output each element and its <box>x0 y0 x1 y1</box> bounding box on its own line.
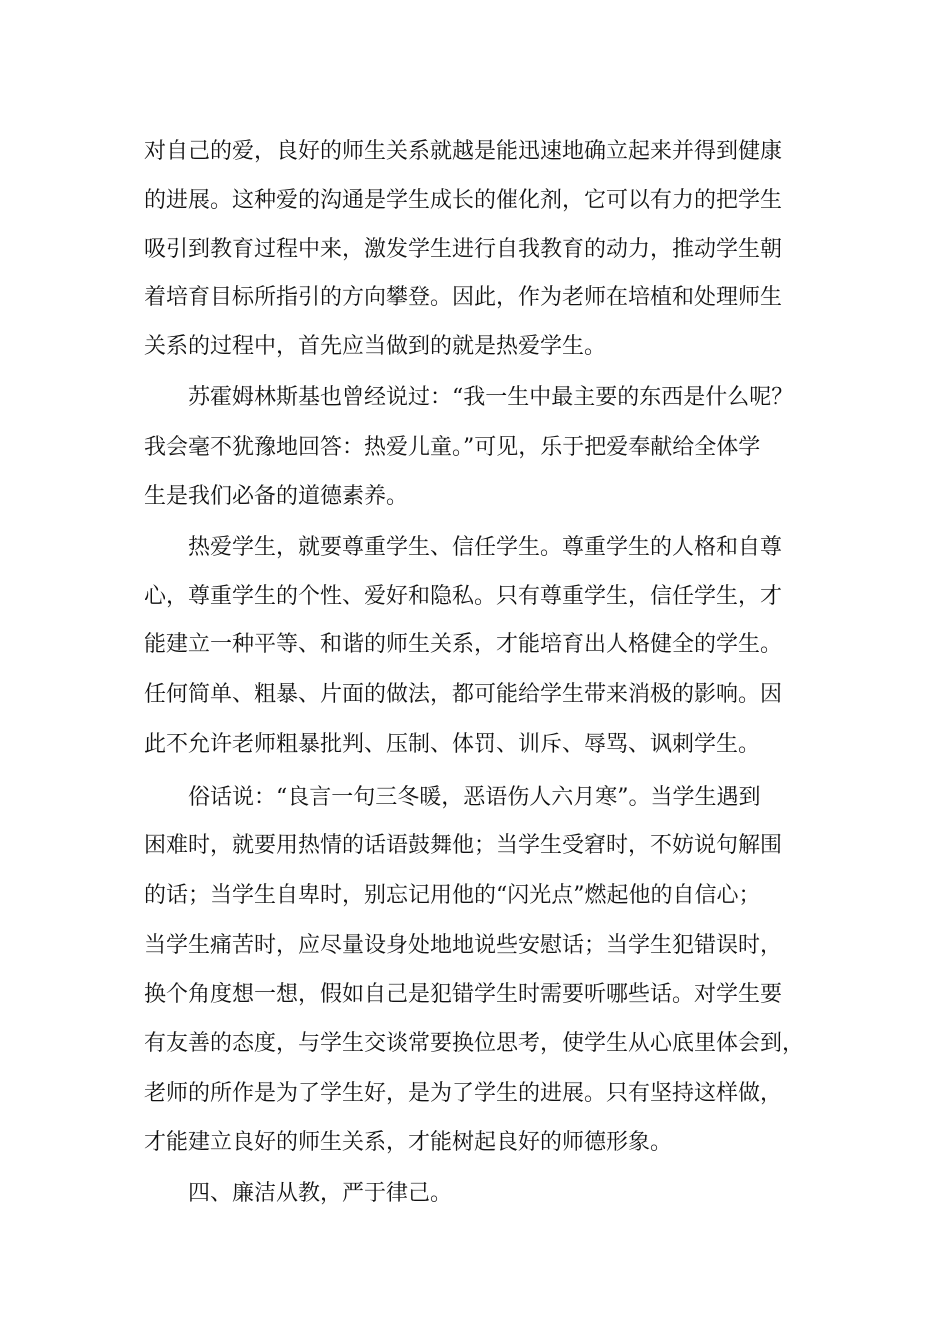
text-line <box>0 528 950 568</box>
text-line <box>0 428 950 468</box>
text-line <box>0 725 950 765</box>
text-line <box>0 278 950 318</box>
line-text: 对自己的爱，良好的师生关系就越是能迅速地确立起来并得到健康 <box>144 139 783 164</box>
text-line <box>0 230 950 270</box>
text-line <box>0 1074 950 1114</box>
text-line <box>0 477 950 517</box>
text-line <box>0 1024 950 1064</box>
text-line <box>0 926 950 966</box>
line-text: 关系的过程中，首先应当做到的就是热爱学生。 <box>144 334 607 359</box>
line-text: 当学生痛苦时，应尽量设身处地地说些安慰话；当学生犯错误时， <box>144 933 783 958</box>
section-heading <box>0 1174 950 1214</box>
text-line <box>0 1123 950 1163</box>
text-line <box>0 181 950 221</box>
text-line <box>0 876 950 916</box>
line-text: 的进展。这种爱的沟通是学生成长的催化剂，它可以有力的把学生 <box>144 188 783 213</box>
line-text: 的话；当学生自卑时，别忘记用他的“闪光点”燃起他的自信心； <box>144 883 761 908</box>
paragraph-first-line: 苏霍姆林斯基也曾经说过：“我一生中最主要的东西是什么呢？ <box>188 385 794 410</box>
line-text: 此不允许老师粗暴批判、压制、体罚、训斥、辱骂、讽刺学生。 <box>144 732 761 757</box>
text-line <box>0 625 950 665</box>
text-line <box>0 675 950 715</box>
line-text: 任何简单、粗暴、片面的做法，都可能给学生带来消极的影响。因 <box>144 682 783 707</box>
line-text: 我会毫不犹豫地回答：热爱儿童。”可见，乐于把爱奉献给全体学 <box>144 435 761 460</box>
line-text: 生是我们必备的道德素养。 <box>144 484 409 509</box>
text-line <box>0 826 950 866</box>
text-line <box>0 577 950 617</box>
text-line <box>0 132 950 172</box>
line-text: 吸引到教育过程中来，激发学生进行自我教育的动力，推动学生朝 <box>144 237 783 262</box>
text-line <box>0 378 950 418</box>
line-text: 老师的所作是为了学生好，是为了学生的进展。只有坚持这样做， <box>144 1081 783 1106</box>
line-text: 着培育目标所指引的方向攀登。因此，作为老师在培植和处理师生 <box>144 285 783 310</box>
line-text: 能建立一种平等、和谐的师生关系，才能培育出人格健全的学生。 <box>144 632 783 657</box>
paragraph-first-line: 俗话说：“良言一句三冬暖，恶语伤人六月寒”。当学生遇到 <box>188 785 761 810</box>
line-text: 换个角度想一想，假如自己是犯错学生时需要听哪些话。对学生要 <box>144 982 783 1007</box>
line-text: 有友善的态度，与学生交谈常要换位思考，使学生从心底里体会到， <box>144 1031 805 1056</box>
line-text: 困难时，就要用热情的话语鼓舞他；当学生受窘时，不妨说句解围 <box>144 833 783 858</box>
paragraph-first-line: 热爱学生，就要尊重学生、信任学生。尊重学生的人格和自尊 <box>188 535 783 560</box>
heading-text: 四、廉洁从教，严于律己。 <box>188 1181 453 1206</box>
text-line <box>0 778 950 818</box>
line-text: 才能建立良好的师生关系，才能树起良好的师德形象。 <box>144 1130 673 1155</box>
text-line <box>0 327 950 367</box>
text-line <box>0 975 950 1015</box>
line-text: 心，尊重学生的个性、爱好和隐私。只有尊重学生，信任学生，才 <box>144 584 783 609</box>
